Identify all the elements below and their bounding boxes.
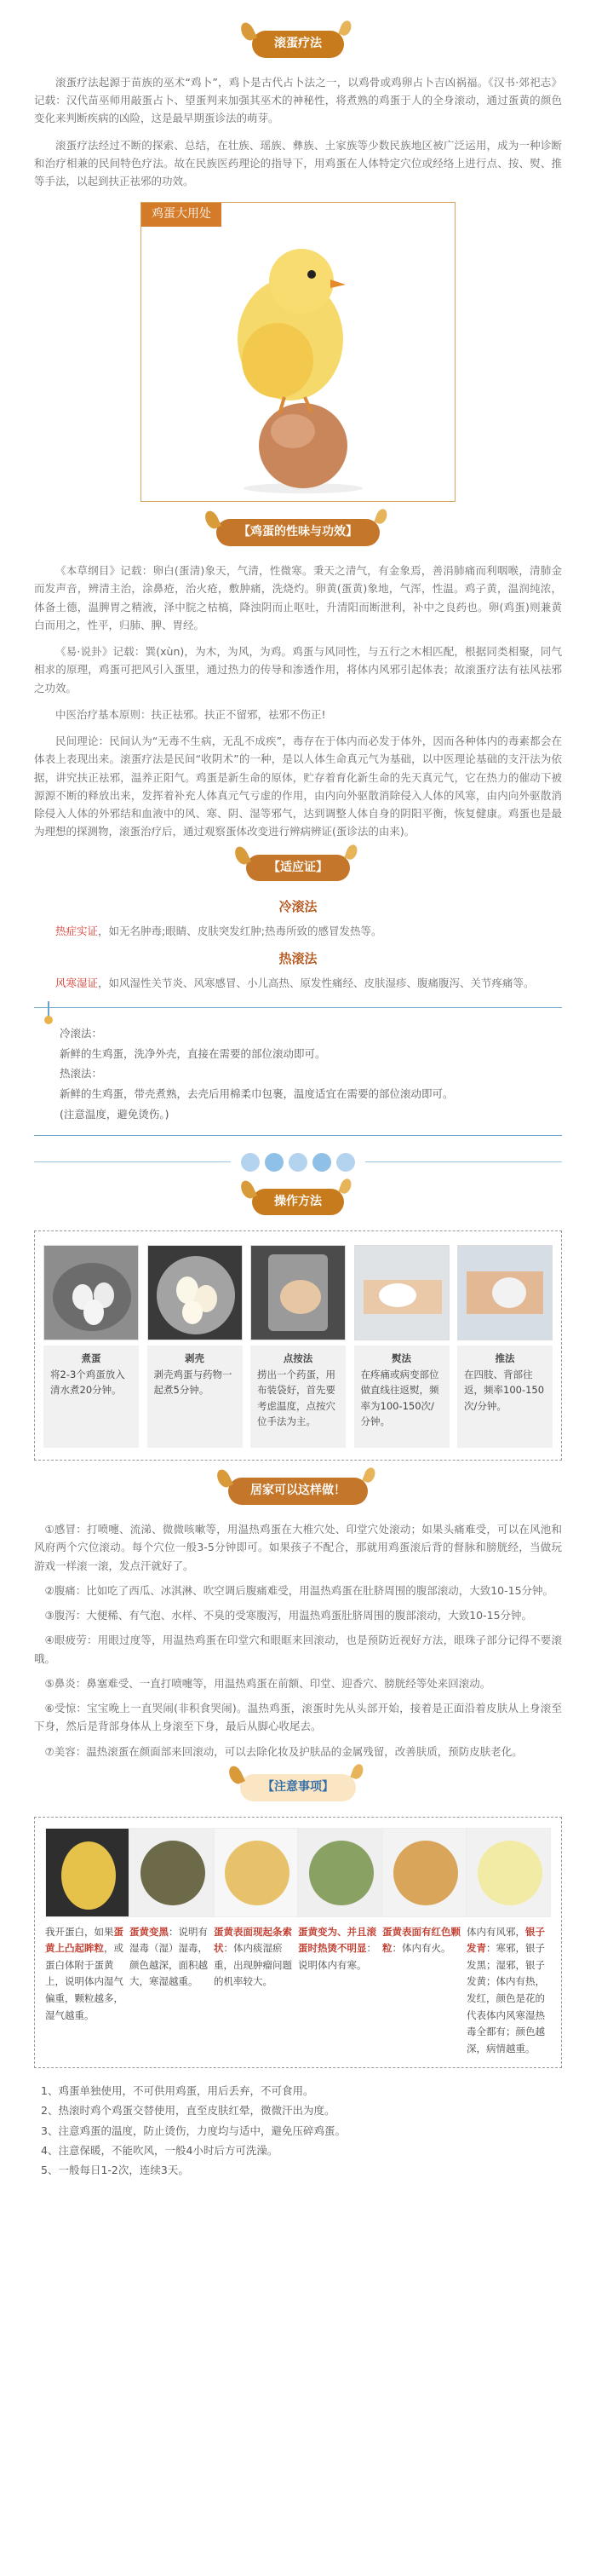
egg-yolk-photo [382,1828,467,1917]
home-item: ②腹痛：比如吃了西瓜、冰淇淋、吹空调后腹痛难受，用温热鸡蛋在肚脐周围的腹部滚动，大致10-15分钟。 [44,1583,554,1597]
title-pill: 【适应证】 [246,855,350,882]
pin-icon [43,1001,54,1027]
home-item: ③腹泻：大便稀、有气泡、水样、不臭的受寒腹泻，用温热鸡蛋肚脐周围的腹部滚动，大致10-15分钟。 [44,1609,533,1622]
section-title-indications [34,855,562,882]
cold-roll-text [34,922,562,940]
step-card [43,1245,139,1448]
home-item: ⑤鼻炎：鼻塞难受、一直打喷嚏等，用温热鸡蛋在前额、印堂、迎香穴、膀胱经等处来回滚动。 [44,1676,491,1690]
peeled-eggs-photo [147,1245,243,1340]
home-item: ⑦美容：温热滚蛋在颜面部来回滚动，可以去除化妆及护肤品的金属残留，改善肤质，预防皮肤老化。 [44,1744,523,1758]
home-item: ①感冒：打喷嚏、流涕、微微咳嗽等，用温热鸡蛋在大椎穴处、印堂穴处滚动；如果头痛难受，可以在风池和风府两个穴位滚动。每个穴位一般3-5分钟即可。如果孩子不配合，那就用鸡蛋滚后背的督脉和膀胱经，当做玩游戏一样滚一滚，发点汗就好了。 [34,1523,562,1572]
image-tag: 鸡蛋大用处 [141,203,221,227]
step-title: 熨法 [392,1352,411,1365]
step-desc: 将2-3个鸡蛋放入清水煮20分钟。 [50,1368,125,1397]
yijing-paragraph: 《易·说卦》记载：巽(xùn)，为木，为风，为鸡。鸡蛋与风同性，与五行之木相匹配，根据同类相聚，同气相求的原理，鸡蛋可把风引入蛋里，通过热力的传导和渗透作用，将体内风邪引起体表；故滚蛋疗法有祛风祛邪之功效。 [34,645,562,694]
cold-label: 热症实证 [55,924,99,937]
egg-yolk-photo [129,1828,214,1917]
caution-item: 3、注意鸡蛋的温度，防止烫伤，力度均与适中，避免压碎鸡蛋。 [41,2124,346,2137]
title-pill: 【注意事项】 [240,1774,356,1801]
note-line: (注意温度，避免烫伤。) [60,1107,169,1121]
egg-diagnosis-panel [34,1817,562,2068]
section-title-notes [34,1774,562,1801]
title-pill: 居家可以这样做！ [228,1478,368,1505]
cold-roll-heading: 冷滚法 [278,899,318,915]
section-title-home [34,1478,562,1505]
intro-paragraph-2: 滚蛋疗法经过不断的探索、总结，在壮族、瑶族、彝族、土家族等少数民族地区被广泛运用，成为一种诊断和治疗相兼的民间特色疗法。故在民族医药理论的指导下，用鸡蛋在人体特定穴位或经络上进行点、按、熨、推等手法，以起到扶正祛邪的功效。 [34,138,562,188]
hot-desc: ，如风湿性关节炎、风寒感冒、小儿高热、原发性痛经、皮肤湿疹、腹痛腹泻、关节疼痛等。 [98,976,535,989]
step-title: 剥壳 [185,1352,204,1365]
step-title: 煮蛋 [81,1352,101,1365]
home-item: ⑥受惊：宝宝晚上一直哭闹(非积食哭闹)。温热鸡蛋，滚蛋时先从头部开始，接着是正面沿着皮肤从上身滚至下身，然后是背部身体从上身滚至下身，最后从脚心收尾去。 [34,1702,562,1733]
diagnosis-caption: 蛋黄变黑：说明有湿毒（湿）湿毒，颜色越深，面积越大，寒湿越重。 [129,1925,208,1988]
cold-desc: ，如无名肿毒;眼睛、皮肤突发红肿;热毒所致的感冒发热等。 [98,924,382,937]
egg-yolk-photo [45,1828,129,1917]
title-pill: 操作方法 [252,1189,344,1216]
step-card [250,1245,346,1448]
boiling-eggs-photo [43,1245,139,1340]
step-card [457,1245,553,1448]
title-pill: 滚蛋疗法 [252,31,344,58]
step-desc: 在四肢、背部往返，频率100-150次/分钟。 [464,1368,545,1412]
step-card [354,1245,450,1448]
egg-yolk-photo [467,1828,551,1917]
step-title: 推法 [495,1352,515,1365]
pushing-photo [457,1245,553,1340]
diagnosis-caption: 蛋黄表面有红色颗粒：体内有火。 [382,1925,461,1955]
step-desc: 在疼痛或病变部位做直线往返熨，频率为100-150次/分钟。 [360,1368,439,1427]
chick-egg-image [140,202,456,502]
caution-item: 2、热滚时鸡个鸡蛋交替使用，直至皮肤红晕，微微汗出为度。 [41,2104,335,2118]
title-pill: 【鸡蛋的性味与功效】 [216,519,380,546]
principle-paragraph: 中医治疗基本原则：扶正祛邪。扶正不留邪，祛邪不伤正! [55,707,326,721]
note-line: 新鲜的生鸡蛋，带壳煮熟，去壳后用棉柔巾包裹，温度适宜在需要的部位滚动即可。 [60,1087,454,1101]
section-title-properties [34,519,562,546]
diagnosis-caption: 我开蛋白，如果蛋黄上凸起眸粒，或蛋白体附于蛋黄上，说明体内湿气偏重，颗粒越多，湿气越重。 [45,1925,123,2021]
step-title: 点按法 [283,1352,313,1365]
egg-yolk-photo [214,1828,298,1917]
step-card [147,1245,243,1448]
step-desc: 捞出一个药蛋，用布装袋好，首先要考虑温度，点按穴位手法为主。 [257,1368,335,1427]
note-line: 热滚法： [60,1067,103,1081]
diagnosis-caption: 体内有风邪，银子发青：寒邪，银子发黑；湿邪，银子发黄；体内有热，发红，颜色是花的代表体内风寒湿热毒全都有；颜色越深，病情越重。 [467,1925,545,2054]
hot-roll-heading: 热滚法 [278,951,318,967]
hot-label: 风寒湿证 [55,976,99,989]
diagnosis-caption: 蛋黄表面现起条索状：体内痰湿瘀重，出现肿瘤问题的机率较大。 [214,1925,292,1988]
section-title-gundan [34,31,562,58]
bencao-paragraph: 《本草纲目》记载：卵白(蛋清)象天，气清，性微寒。秉天之清气，有金象焉，善涓肺痛而利咽喉，清肺金而发声音，辨清主治，涂鼻疮，治火疮，敷肿痛，洗烧灼。卵黄(蛋黄)象地，气浑，性温。鸡子黄，温润纯浓，体备土德，温脾胃之精液，泽中脘之枯槁，降浊阴而止呕吐，升清阳而断泄利，补中之良药也。卵(鸡蛋)则兼黄白而用之，性平，归肺、脾、胃经。 [34,564,562,631]
method-note [34,1007,562,1136]
hot-roll-text [34,974,562,992]
home-item: ④眼疲劳：用眼过度等，用温热鸡蛋在印堂穴和眼眶来回滚动，也是预防近视好方法，眼珠子部分记得不要滚哦。 [34,1634,562,1665]
caution-list [34,2082,562,2179]
egg-yolk-photo [298,1828,382,1917]
intro-paragraph-1: 滚蛋疗法起源于苗族的巫术“鸡卜”，鸡卜是古代占卜法之一，以鸡骨或鸡卵占卜吉凶祸福。《汉书·郊祀志》记载：汉代苗巫师用敲蛋占卜、望蛋判来加强其巫术的神秘性，将煮熟的鸡蛋于人的全身滚动，通过蛋黄的颜色变化来判断疾病的凶险，这是最早期蛋诊法的萌芽。 [34,75,562,125]
note-line: 新鲜的生鸡蛋，洗净外壳，直接在需要的部位滚动即可。 [60,1046,326,1060]
step-desc: 剥壳鸡蛋与药物一起煮5分钟。 [153,1368,232,1397]
folk-theory-paragraph: 民间理论：民间认为“无毒不生病，无乱不成疾”，毒存在于体内而必发于体外，因而各种体内的毒素都会在体表上表现出来。滚蛋疗法是民间“收阴术”的一种，是以人体生命真元气为基础，以中医理论基础的支汗法为依据，讲究扶正祛邪，温养正阳气。鸡蛋是新生命的原体，贮存着育化新生命的先天真元气，它在热力的催动下被源源不断的释放出来，发挥着补充人体真元气亏虚的作用，由内向外驱散消除侵入人体的风寒，由内向外驱散消除侵入人体的外邪结和血液中的风、寒、阴、湿等邪气，达到调整人体自身的阴阳平衡，恢复健康。鸡蛋也是最为理想的探测物，滚蛋治疗后，通过观察蛋体改变进行辨病辨证(蛋诊法的由来)。 [34,735,562,838]
point-press-photo [250,1245,346,1340]
dots-divider [34,1153,562,1172]
steps-panel [34,1230,562,1461]
ironing-photo [354,1245,450,1340]
diagnosis-caption: 蛋黄变为、并且滚蛋时热烫不明显：说明体内有寒。 [298,1925,376,1971]
caution-item: 4、注意保暖，不能吹风，一般4小时后方可洗澡。 [41,2143,278,2157]
section-title-operation [34,1189,562,1216]
caution-item: 5、一般每日1-2次，连续3天。 [41,2164,189,2177]
note-line: 冷滚法： [60,1026,103,1040]
chick-on-egg-illustration [141,203,455,501]
caution-item: 1、鸡蛋单独使用，不可供用鸡蛋，用后丢弃，不可食用。 [41,2084,314,2098]
